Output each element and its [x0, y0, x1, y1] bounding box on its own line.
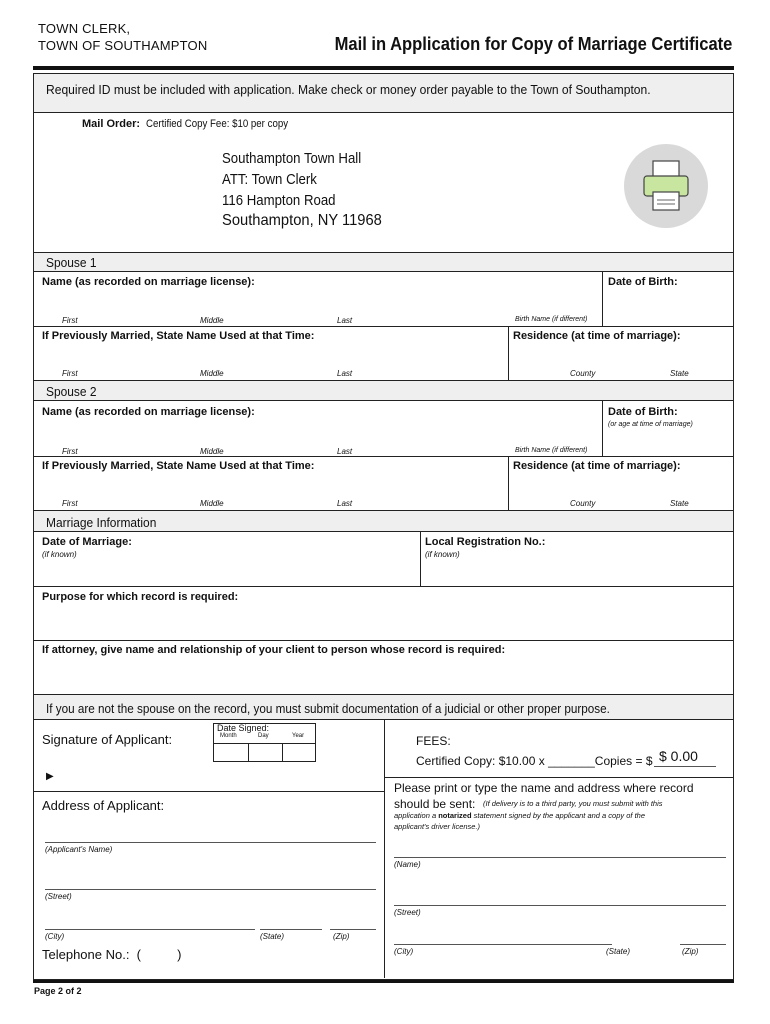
applicant-state-line[interactable] [260, 929, 322, 930]
notice-text: Required ID must be included with application. Make check or money order payable to the Town of Southampton. [46, 82, 651, 97]
clerk-line-1: TOWN CLERK, [38, 21, 131, 36]
divider [384, 777, 733, 778]
birth-name-hint: Birth Name (if different) [515, 316, 588, 323]
applicant-name-hint: (Applicant's Name) [45, 845, 113, 854]
last-hint: Last [337, 316, 353, 325]
applicant-street-hint: (Street) [45, 892, 72, 901]
day-hint: Day [258, 733, 269, 739]
divider [34, 586, 733, 587]
town-clerk-heading [38, 20, 207, 54]
spouse1-name-label: Name (as recorded on marriage license): [42, 276, 255, 288]
applicant-address-label: Address of Applicant: [42, 798, 165, 813]
applicant-street-line[interactable] [45, 889, 376, 890]
divider [34, 456, 733, 457]
divider [602, 401, 603, 457]
if-known-hint: (if known) [42, 550, 77, 559]
spouse2-dob-hint: (or age at time of marriage) [608, 421, 693, 428]
spouse2-band [34, 381, 733, 401]
county-hint: County [570, 369, 596, 378]
divider [508, 326, 509, 381]
date-signed-label: Date Signed: [217, 723, 270, 733]
divider [34, 791, 384, 792]
spouse1-prev-name-label: If Previously Married, State Name Used at that Time: [42, 330, 315, 342]
divider [384, 720, 385, 978]
send-to-name-line[interactable] [394, 857, 726, 858]
fees-total-underline [654, 766, 716, 767]
divider [602, 272, 603, 327]
middle-hint: Middle [200, 316, 224, 325]
last-hint: Last [337, 447, 353, 456]
mail-order-fee: Certified Copy Fee: $10 per copy [146, 118, 289, 130]
first-hint: First [62, 447, 78, 456]
telephone-label: Telephone No.: ( ) [42, 947, 182, 962]
address-line-4: Southampton, NY 11968 [222, 212, 382, 229]
divider [248, 743, 249, 762]
fees-total[interactable]: $ 0.00 [659, 748, 698, 764]
divider [420, 532, 421, 587]
applicant-zip-hint: (Zip) [333, 932, 350, 941]
last-hint: Last [337, 499, 353, 508]
notarized-text: notarized [438, 811, 472, 820]
spouse2-dob-label: Date of Birth: [608, 406, 678, 418]
purpose-label: Purpose for which record is required: [42, 591, 239, 603]
send-to-heading-2: should be sent: [394, 797, 476, 811]
middle-hint: Middle [200, 447, 224, 456]
address-line-2: ATT: Town Clerk [222, 171, 317, 188]
send-to-state-hint: (State) [606, 947, 631, 956]
state-hint: State [670, 369, 689, 378]
spouse2-heading: Spouse 2 [46, 384, 97, 399]
applicant-zip-line[interactable] [330, 929, 376, 930]
first-hint: First [62, 499, 78, 508]
send-to-zip-hint: (Zip) [682, 947, 699, 956]
send-to-note-3: applicant's driver license.) [394, 822, 481, 831]
send-to-street-hint: (Street) [394, 908, 421, 917]
attorney-label: If attorney, give name and relationship of your client to person whose record is required: [42, 644, 506, 656]
mail-order-label: Mail Order: [82, 118, 141, 130]
divider [34, 326, 733, 327]
applicant-state-hint: (State) [260, 932, 285, 941]
note-text: application a [394, 811, 439, 820]
divider [508, 456, 509, 511]
send-to-city-hint: (City) [394, 947, 414, 956]
footer-rule [33, 980, 734, 983]
middle-hint: Middle [200, 369, 224, 378]
if-known-hint: (if known) [425, 550, 460, 559]
send-to-name-hint: (Name) [394, 860, 421, 869]
applicant-city-hint: (City) [45, 932, 65, 941]
send-to-note-2 [394, 811, 645, 820]
applicant-name-line[interactable] [45, 842, 376, 843]
signature-arrow-icon: ▶ [46, 771, 54, 782]
first-hint: First [62, 316, 78, 325]
divider [34, 640, 733, 641]
spouse1-band [34, 253, 733, 272]
spouse-note: If you are not the spouse on the record, you must submit documentation of a judicial or other proper purpose. [46, 701, 610, 716]
month-hint: Month [220, 733, 237, 739]
divider [282, 743, 283, 762]
spouse2-name-label: Name (as recorded on marriage license): [42, 406, 255, 418]
registration-label: Local Registration No.: [425, 536, 546, 548]
county-hint: County [570, 499, 596, 508]
spouse1-dob-label: Date of Birth: [608, 276, 678, 288]
state-hint: State [670, 499, 689, 508]
send-to-zip-line[interactable] [680, 944, 726, 945]
send-to-street-line[interactable] [394, 905, 726, 906]
address-line-3: 116 Hampton Road [222, 192, 336, 209]
applicant-city-line[interactable] [45, 929, 255, 930]
signature-label: Signature of Applicant: [42, 732, 173, 747]
page-number: Page 2 of 2 [34, 986, 82, 996]
marriage-heading: Marriage Information [46, 515, 157, 530]
spouse2-residence-label: Residence (at time of marriage): [513, 460, 681, 472]
middle-hint: Middle [200, 499, 224, 508]
spouse1-heading: Spouse 1 [46, 255, 97, 270]
clerk-line-2: TOWN OF SOUTHAMPTON [38, 38, 208, 53]
page-title: Mail in Application for Copy of Marriage Certificate [334, 34, 732, 54]
spouse2-prev-name-label: If Previously Married, State Name Used at that Time: [42, 460, 315, 472]
birth-name-hint: Birth Name (if different) [515, 447, 588, 454]
marriage-date-label: Date of Marriage: [42, 536, 132, 548]
year-hint: Year [292, 733, 305, 739]
printer-icon [624, 144, 708, 228]
note-text: statement signed by the applicant and a copy of the [471, 811, 645, 820]
fees-line: Certified Copy: $10.00 x _______Copies = $ [416, 754, 653, 768]
first-hint: First [62, 369, 78, 378]
send-to-note-1: (If delivery is to a third party, you must submit with this [483, 799, 663, 808]
send-to-heading-1: Please print or type the name and address where record [394, 781, 694, 795]
header-rule [33, 66, 734, 70]
last-hint: Last [337, 369, 353, 378]
send-to-city-line[interactable] [394, 944, 612, 945]
fees-label: FEES: [416, 734, 451, 748]
divider [213, 743, 316, 744]
address-line-1: Southampton Town Hall [222, 150, 362, 167]
spouse1-residence-label: Residence (at time of marriage): [513, 330, 681, 342]
